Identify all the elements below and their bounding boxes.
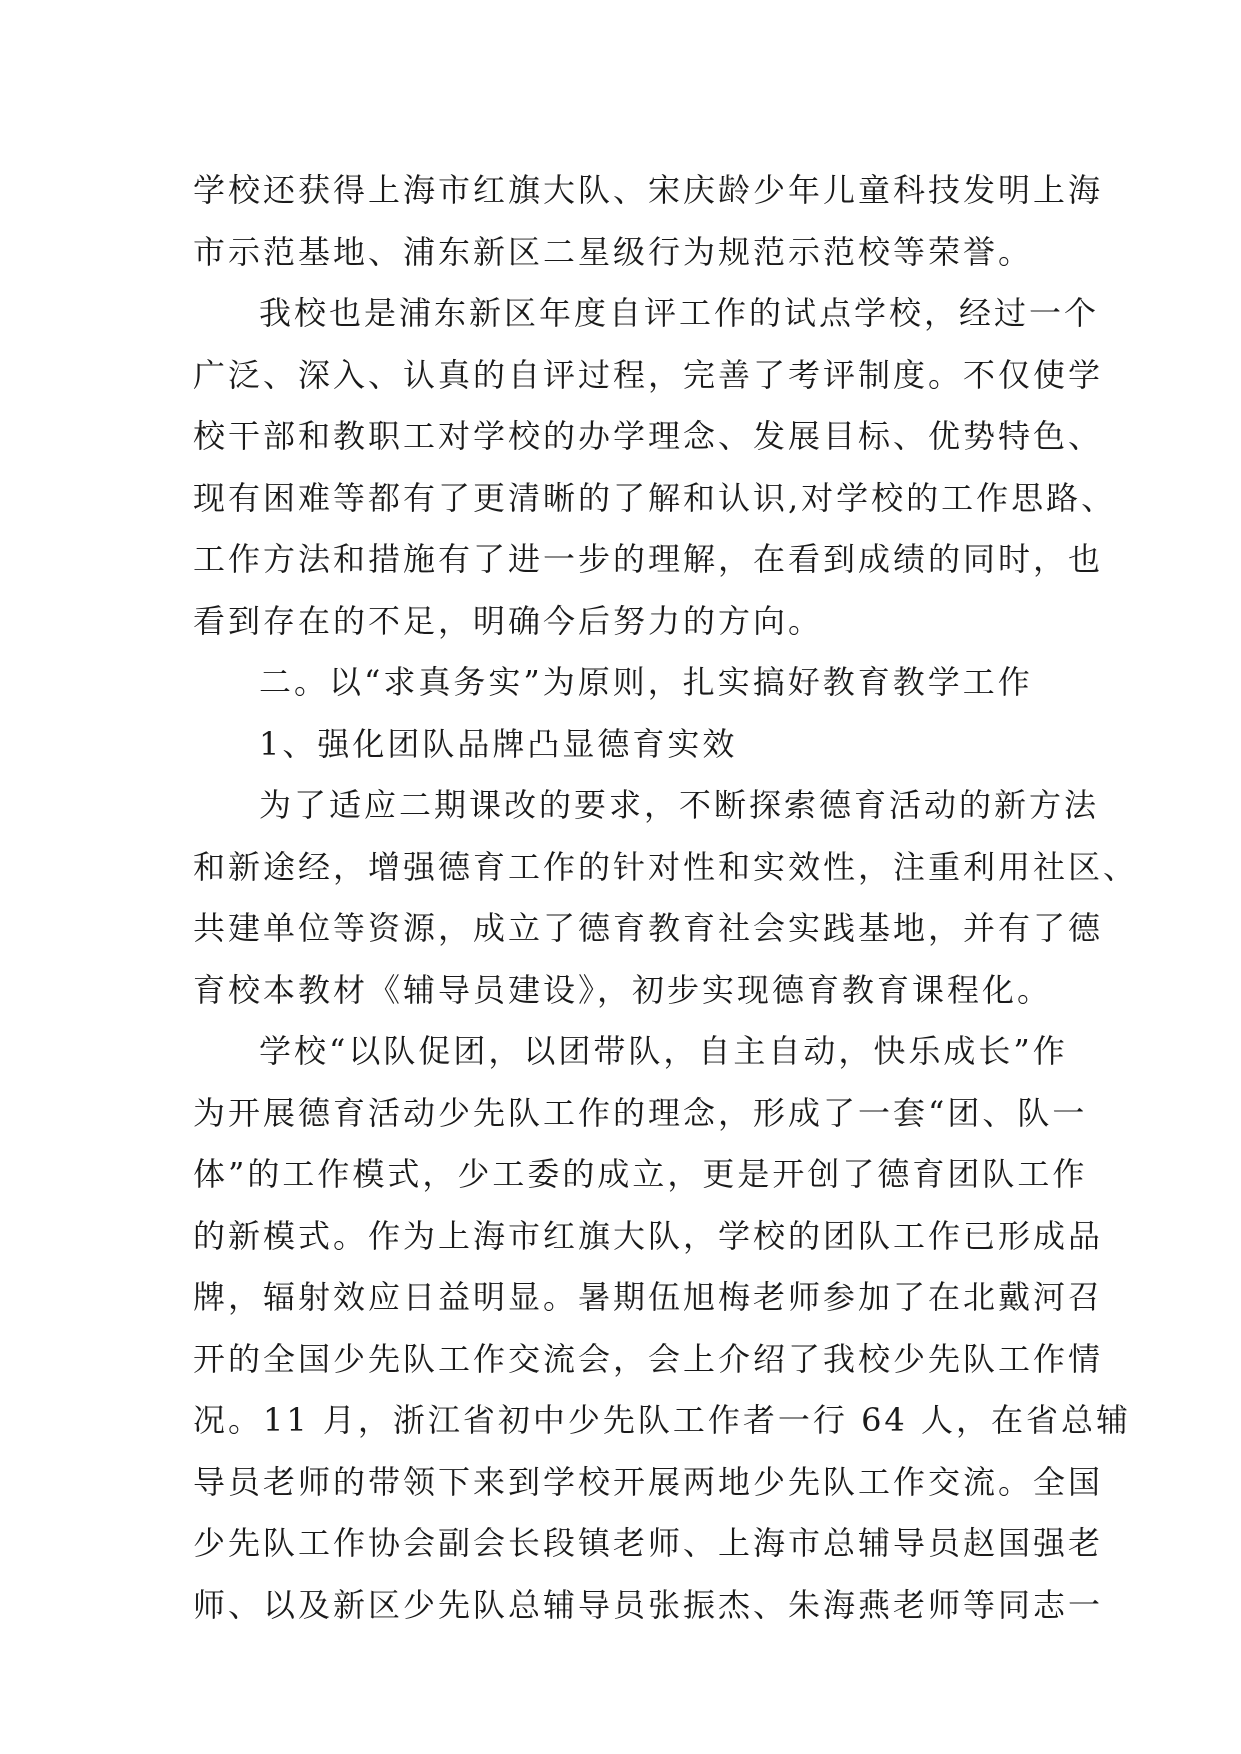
text-line: 校干部和教职工对学校的办学理念、发展目标、优势特色、 bbox=[193, 417, 1104, 455]
paragraph-start-line: 我校也是浦东新区年度自评工作的试点学校，经过一个 bbox=[259, 294, 1100, 332]
text-line: 导员老师的带领下来到学校开展两地少先队工作交流。全国 bbox=[193, 1462, 1104, 1501]
text-line: 牌，辐射效应日益明显。暑期伍旭梅老师参加了在北戴河召 bbox=[193, 1278, 1104, 1316]
text-line: 现有困难等都有了更清晰的了解和认识,对学校的工作思路、 bbox=[193, 478, 1117, 517]
document-body bbox=[193, 160, 1139, 1636]
paragraph-start-line: 学校“以队促团，以团带队，自主自动，快乐成长”作 bbox=[259, 1032, 1068, 1070]
text-line: 况。11 月，浙江省初中少先队工作者一行 64 人，在省总辅 bbox=[193, 1401, 1131, 1439]
text-line: 看到存在的不足，明确今后努力的方向。 bbox=[193, 601, 824, 640]
section-heading: 二。以“求真务实”为原则，扎实搞好教育教学工作 bbox=[259, 663, 1033, 701]
text-line: 为开展德育活动少先队工作的理念，形成了一套“团、队一 bbox=[193, 1093, 1088, 1132]
text-line: 市示范基地、浦东新区二星级行为规范示范校等荣誉。 bbox=[193, 232, 1034, 271]
text-line: 工作方法和措施有了进一步的理解，在看到成绩的同时，也 bbox=[193, 540, 1104, 578]
paragraph-start-line: 为了适应二期课改的要求，不断探索德育活动的新方法 bbox=[259, 786, 1100, 824]
subsection-heading: 1、强化团队品牌凸显德育实效 bbox=[259, 724, 738, 763]
text-line: 育校本教材《辅导员建设》，初步实现德育教育课程化。 bbox=[193, 970, 1053, 1009]
text-line: 学校还获得上海市红旗大队、宋庆龄少年儿童科技发明上海 bbox=[193, 171, 1104, 209]
text-line: 共建单位等资源，成立了德育教育社会实践基地，并有了德 bbox=[193, 909, 1104, 947]
text-line: 的新模式。作为上海市红旗大队，学校的团队工作已形成品 bbox=[193, 1216, 1104, 1255]
text-line: 和新途经，增强德育工作的针对性和实效性，注重利用社区、 bbox=[193, 847, 1139, 886]
text-line: 少先队工作协会副会长段镇老师、上海市总辅导员赵国强老 bbox=[193, 1524, 1104, 1562]
text-line: 师、以及新区少先队总辅导员张振杰、朱海燕老师等同志一 bbox=[193, 1585, 1104, 1624]
text-line: 广泛、深入、认真的自评过程，完善了考评制度。不仅使学 bbox=[193, 355, 1104, 394]
text-line: 体”的工作模式，少工委的成立，更是开创了德育团队工作 bbox=[193, 1155, 1088, 1193]
text-line: 开的全国少先队工作交流会，会上介绍了我校少先队工作情 bbox=[193, 1339, 1104, 1378]
